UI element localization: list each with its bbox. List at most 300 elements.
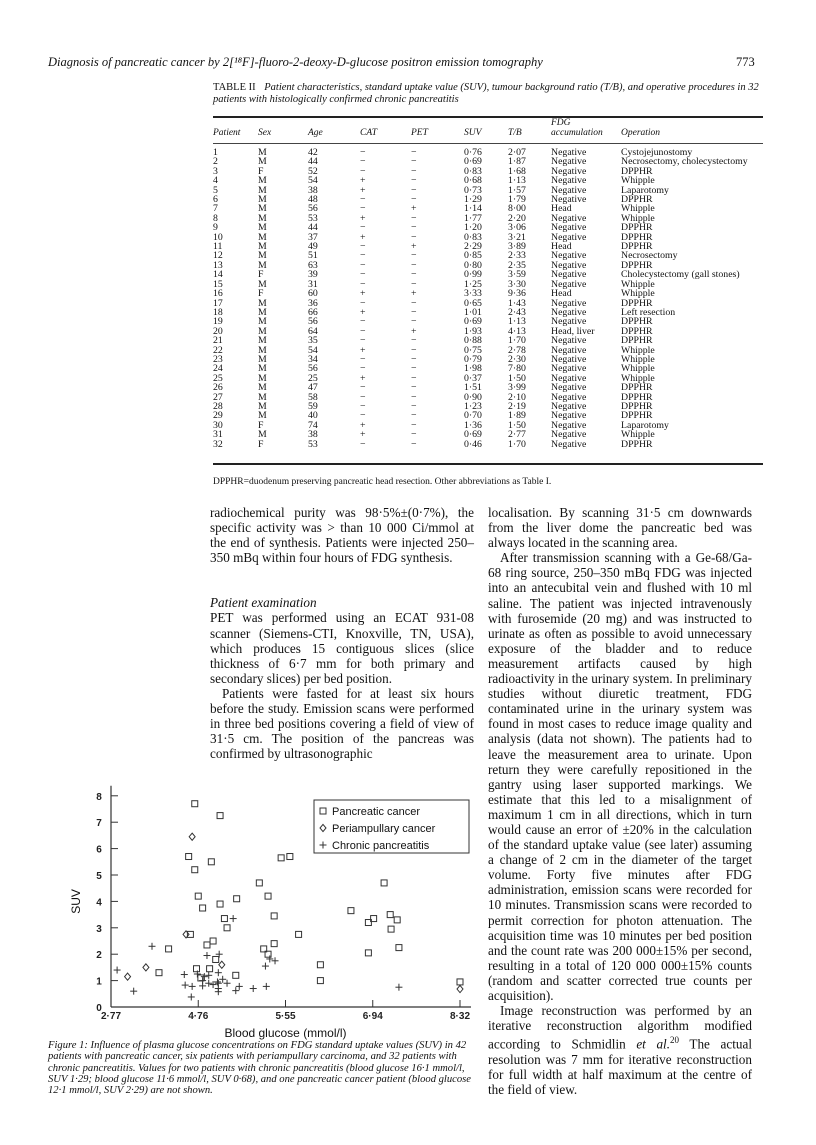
table-cell: − bbox=[411, 344, 417, 356]
paragraph bbox=[488, 1003, 752, 1097]
table-cell: − bbox=[360, 391, 366, 403]
table-cell: − bbox=[411, 353, 417, 365]
table-cell: M bbox=[258, 250, 267, 262]
table-cell: Negative bbox=[551, 250, 587, 262]
table-cell: 0·85 bbox=[464, 250, 482, 262]
table-cell: − bbox=[360, 147, 366, 158]
table-cell: 38 bbox=[308, 184, 318, 196]
table-row bbox=[213, 336, 763, 345]
table-cell: DPPHR bbox=[621, 391, 653, 403]
text-run: The actual resolution was 7 mm for iterative reconstruction for full width at half maximum at the centre of the field of view. bbox=[488, 1036, 753, 1097]
table-cell: 1·70 bbox=[508, 438, 526, 450]
table-cell: M bbox=[258, 429, 267, 441]
table-cell: 9·36 bbox=[508, 288, 526, 300]
table-cell: − bbox=[411, 259, 417, 271]
table-cell: − bbox=[411, 297, 417, 309]
table-cell: 8·00 bbox=[508, 203, 526, 215]
y-tick-label: 6 bbox=[96, 844, 102, 856]
table-cell: Necrosectomy, cholecystectomy bbox=[621, 156, 748, 168]
table-cell: − bbox=[360, 203, 366, 215]
table-cell: Cholecystectomy (gall stones) bbox=[621, 269, 740, 281]
table-cell: F bbox=[258, 165, 264, 177]
table-row bbox=[213, 317, 763, 326]
table-cell: 2·35 bbox=[508, 259, 526, 271]
table-cell: 7·80 bbox=[508, 363, 526, 375]
table-cell: 3·21 bbox=[508, 231, 526, 243]
pancreatic-cancer-point bbox=[271, 941, 277, 947]
x-tick-label: 4·76 bbox=[188, 1011, 209, 1022]
table-cell: Negative bbox=[551, 297, 587, 309]
table-cell: 56 bbox=[308, 316, 318, 328]
table-cell: 1·68 bbox=[508, 165, 526, 177]
table-cell: Negative bbox=[551, 382, 587, 394]
table-cell: + bbox=[360, 184, 366, 196]
table-cell: + bbox=[360, 429, 366, 441]
table-cell: − bbox=[411, 222, 417, 234]
table-cell: 3·59 bbox=[508, 269, 526, 281]
table-cell: 54 bbox=[308, 175, 318, 187]
table-cell: 3·06 bbox=[508, 222, 526, 234]
table-cell: + bbox=[411, 288, 417, 300]
table-cell: Negative bbox=[551, 259, 587, 271]
table-cell: 9 bbox=[213, 222, 218, 234]
chart-plot-area bbox=[69, 786, 471, 1040]
table-row bbox=[213, 204, 763, 213]
table-cell: 60 bbox=[308, 288, 318, 300]
table-cell: Left resection bbox=[621, 306, 676, 318]
table-cell: DPPHR bbox=[621, 316, 653, 328]
table-row bbox=[213, 280, 763, 289]
table-cell: 1·51 bbox=[464, 382, 482, 394]
table-cell: Negative bbox=[551, 306, 587, 318]
table-cell: − bbox=[360, 400, 366, 412]
table-row bbox=[213, 374, 763, 383]
table-cell: M bbox=[258, 391, 267, 403]
table-cell: 56 bbox=[308, 203, 318, 215]
text-run: Image reconstruction was performed by an iterative reconstruction algorithm modified according to Schmidlin bbox=[488, 1003, 752, 1052]
table-cell: − bbox=[360, 165, 366, 177]
table-cell: − bbox=[411, 335, 417, 347]
table-row bbox=[213, 270, 763, 279]
table-cell: Laparotomy bbox=[621, 419, 669, 431]
table-row bbox=[213, 157, 763, 166]
table-cell: M bbox=[258, 175, 267, 187]
table-cell: 2·29 bbox=[464, 241, 482, 253]
table-row bbox=[213, 421, 763, 430]
pancreatic-cancer-point bbox=[224, 925, 230, 931]
page-number: 773 bbox=[736, 55, 755, 69]
table-cell: 31 bbox=[213, 429, 223, 441]
table-cell: 11 bbox=[213, 241, 223, 253]
table-cell: M bbox=[258, 335, 267, 347]
col-cat: CAT bbox=[360, 128, 378, 138]
table-cell: + bbox=[411, 325, 417, 337]
body-right-column bbox=[488, 505, 752, 1097]
table-cell: Negative bbox=[551, 165, 587, 177]
col-age: Age bbox=[308, 128, 323, 138]
table-cell: 1·01 bbox=[464, 306, 482, 318]
table-cell: M bbox=[258, 325, 267, 337]
table-row bbox=[213, 393, 763, 402]
table-cell: Negative bbox=[551, 410, 587, 422]
table-cell: 26 bbox=[213, 382, 223, 394]
table-cell: 1·14 bbox=[464, 203, 482, 215]
pancreatic-cancer-point bbox=[221, 916, 227, 922]
y-tick-label: 7 bbox=[96, 818, 102, 830]
table-cell: M bbox=[258, 344, 267, 356]
table-label: TABLE II bbox=[213, 82, 256, 93]
table-cell: 35 bbox=[308, 335, 318, 347]
table-cell: 2·33 bbox=[508, 250, 526, 262]
table-cell: M bbox=[258, 259, 267, 271]
table-cell: Negative bbox=[551, 194, 587, 206]
table-cell: Negative bbox=[551, 372, 587, 384]
pancreatic-cancer-point bbox=[457, 979, 463, 985]
table-cell: − bbox=[411, 165, 417, 177]
table-cell: 28 bbox=[213, 400, 223, 412]
table-cell: 0·46 bbox=[464, 438, 482, 450]
table-cell: DPPHR bbox=[621, 325, 653, 337]
table-cell: + bbox=[360, 372, 366, 384]
table-cell: 0·90 bbox=[464, 391, 482, 403]
table-cell: M bbox=[258, 156, 267, 168]
table-cell: 0·99 bbox=[464, 269, 482, 281]
table-cell: − bbox=[411, 391, 417, 403]
table-cell: − bbox=[411, 156, 417, 168]
table-cell: 31 bbox=[308, 278, 318, 290]
pancreatic-cancer-point bbox=[192, 867, 198, 873]
table-cell: 22 bbox=[213, 344, 223, 356]
table-cell: Negative bbox=[551, 147, 587, 158]
table-cell: DPPHR bbox=[621, 222, 653, 234]
pancreatic-cancer-point bbox=[394, 917, 400, 923]
table-cell: − bbox=[360, 363, 366, 375]
table-cell: Whipple bbox=[621, 175, 655, 187]
table-cell: 63 bbox=[308, 259, 318, 271]
pancreatic-cancer-point bbox=[317, 978, 323, 984]
table-cell: − bbox=[411, 175, 417, 187]
table-cell: DPPHR bbox=[621, 165, 653, 177]
table-cell: 0·73 bbox=[464, 184, 482, 196]
table-cell: DPPHR bbox=[621, 231, 653, 243]
table-cell: − bbox=[360, 353, 366, 365]
table-cell: − bbox=[411, 410, 417, 422]
pancreatic-cancer-point bbox=[271, 913, 277, 919]
table-cell: − bbox=[360, 278, 366, 290]
table-cell: 0·75 bbox=[464, 344, 482, 356]
table-cell: 2·78 bbox=[508, 344, 526, 356]
table-cell: M bbox=[258, 184, 267, 196]
table-cell: + bbox=[360, 344, 366, 356]
table-cell: 27 bbox=[213, 391, 223, 403]
table-cell: 3·30 bbox=[508, 278, 526, 290]
table-cell: + bbox=[360, 288, 366, 300]
table-cell: 1·36 bbox=[464, 419, 482, 431]
table-cell: Whipple bbox=[621, 429, 655, 441]
table-cell: M bbox=[258, 203, 267, 215]
table-cell: − bbox=[411, 372, 417, 384]
table-cell: − bbox=[360, 325, 366, 337]
table-cell: 8 bbox=[213, 212, 218, 224]
pancreatic-cancer-point bbox=[217, 813, 223, 819]
table-footnote: DPPHR=duodenum preserving pancreatic head resection. Other abbreviations as Table I. bbox=[213, 477, 552, 487]
reference-number: 20 bbox=[670, 1035, 680, 1046]
table-cell: M bbox=[258, 231, 267, 243]
table-cell: − bbox=[360, 382, 366, 394]
table-cell: Negative bbox=[551, 222, 587, 234]
table-cell: Negative bbox=[551, 269, 587, 281]
table-cell: + bbox=[411, 241, 417, 253]
table-cell: Negative bbox=[551, 175, 587, 187]
paragraph: radiochemical purity was 98·5%±(0·7%), the specific activity was > than 10 000 Ci/mmol at the end of synthesis. Patients were injected 250–350 mBq within four hours of FDG synthesis. bbox=[210, 505, 474, 566]
table-cell: 2·07 bbox=[508, 147, 526, 158]
table-cell: 37 bbox=[308, 231, 318, 243]
table-cell: 18 bbox=[213, 306, 223, 318]
table-cell: 3·33 bbox=[464, 288, 482, 300]
table-row bbox=[213, 186, 763, 195]
table-cell: M bbox=[258, 194, 267, 206]
table-cell: 52 bbox=[308, 165, 318, 177]
table-cell: M bbox=[258, 297, 267, 309]
table-cell: M bbox=[258, 363, 267, 375]
table-cell: 4·13 bbox=[508, 325, 526, 337]
paragraph: localisation. By scanning 31·5 cm downwards from the liver dome the pancreatic bed was always located in the scanning area. bbox=[488, 505, 752, 551]
table-cell: − bbox=[411, 419, 417, 431]
table-cell: Negative bbox=[551, 278, 587, 290]
table-cell: Negative bbox=[551, 400, 587, 412]
table-cell: 13 bbox=[213, 259, 223, 271]
table-cell: 30 bbox=[213, 419, 223, 431]
table-cell: 44 bbox=[308, 222, 318, 234]
table-cell: 1·50 bbox=[508, 372, 526, 384]
pancreatic-cancer-point bbox=[234, 896, 240, 902]
table-cell: 0·37 bbox=[464, 372, 482, 384]
table-cell: − bbox=[411, 363, 417, 375]
table-cell: 1·13 bbox=[508, 316, 526, 328]
table-cell: + bbox=[360, 212, 366, 224]
x-tick-label: 2·77 bbox=[100, 1011, 122, 1022]
table-cell: 25 bbox=[213, 372, 223, 384]
col-suv: SUV bbox=[464, 128, 482, 138]
table-row bbox=[213, 411, 763, 420]
pancreatic-cancer-point bbox=[365, 950, 371, 956]
y-tick-label: 8 bbox=[96, 791, 102, 803]
table-cell: M bbox=[258, 353, 267, 365]
table-cell: Whipple bbox=[621, 212, 655, 224]
table-cell: 51 bbox=[308, 250, 318, 262]
table-cell: F bbox=[258, 269, 264, 281]
table-cell: M bbox=[258, 306, 267, 318]
table-row bbox=[213, 383, 763, 392]
table-cell: − bbox=[360, 316, 366, 328]
table-cell: 1·29 bbox=[464, 194, 482, 206]
table-bottom-rule bbox=[213, 463, 763, 465]
table-cell: Negative bbox=[551, 391, 587, 403]
paragraph: After transmission scanning with a Ge-68/Ga-68 ring source, 250–350 mBq FDG was injected into an antecubital vein and flushed with 10 ml saline. The patient was injected intravenously with furosemide (20 mg) and was instructed to urinate as often as possible to avoid unnecessary exposure of the bladder and to reduce measurement artifacts caused by high radioactivity in the urinary system. In preliminary studies without diuretic treatment, FDG contaminated urine in the urinary system was found in most cases to reduce image quality and analysis (data not shown). The patients had to leave the measurement area to urinate. Upon return they were carefully repositioned in the gantry using laser supported markings. We estimate that this led to a misalignment of maximum 1 cm in all directions, which in turn would cause an error of ±20% in the calculation of the standard uptake value (see later) assuming a change of 2 cm in the diameter of the target volume. Forty five minutes after FDG administration, emission scans were recorded for 10 minutes. Transmission scans were recorded to permit correction for photon attenuation. The acquisition time was 10 minutes per bed position and the count rate was 200 000±15% per second, resulting in a total of 120 000 000±15% counts (random and scatter corrected true counts per acquisition). bbox=[488, 550, 752, 1003]
table-body bbox=[213, 148, 763, 449]
table-cell: DPPHR bbox=[621, 438, 653, 450]
table-cell: 40 bbox=[308, 410, 318, 422]
table-cell: 2 bbox=[213, 156, 218, 168]
figure-caption: Figure 1: Influence of plasma glucose concentrations on FDG standard uptake values (SUV) in 42 patients with pancreatic cancer, six patients with periampullary carcinoma, and 32 patients with chronic pancreatitis. Values for two patients with chronic pancreatitis (blood glucose 16·1 mmol/l, SUV 1·29; blood glucose 11·6 mmol/l, SUV 0·68), and one pancreatic cancer patient (blood glucose 12·1 mmol/l, SUV 2·29) are not shown. bbox=[48, 1040, 471, 1097]
table-cell: Head bbox=[551, 241, 572, 253]
table-cell: 64 bbox=[308, 325, 318, 337]
col-patient: Patient bbox=[213, 128, 241, 138]
table-cell: 23 bbox=[213, 353, 223, 365]
table-cell: − bbox=[411, 212, 417, 224]
pancreatic-cancer-point bbox=[186, 854, 192, 860]
table-cell: Negative bbox=[551, 156, 587, 168]
table-cell: − bbox=[360, 194, 366, 206]
pancreatic-cancer-point bbox=[287, 854, 293, 860]
table-cell: DPPHR bbox=[621, 297, 653, 309]
table-row bbox=[213, 355, 763, 364]
table-cell: 56 bbox=[308, 363, 318, 375]
table-cell: DPPHR bbox=[621, 400, 653, 412]
table-caption-text: Patient characteristics, standard uptake value (SUV), tumour background ratio (T/B), and operative procedures in 32 patients with histologically confirmed chronic pancreatitis bbox=[213, 82, 759, 105]
table-row bbox=[213, 308, 763, 317]
col-operation: Operation bbox=[621, 128, 661, 138]
table-cell: − bbox=[411, 278, 417, 290]
col-pet: PET bbox=[411, 128, 428, 138]
table-caption bbox=[213, 82, 763, 106]
table-cell: 14 bbox=[213, 269, 223, 281]
table-cell: Laparotomy bbox=[621, 184, 669, 196]
table-cell: − bbox=[360, 269, 366, 281]
table-cell: + bbox=[360, 175, 366, 187]
pancreatic-cancer-point bbox=[194, 966, 200, 972]
table-cell: 1·87 bbox=[508, 156, 526, 168]
paragraph: Patients were fasted for at least six hours before the study. Emission scans were performed in three bed positions covering a field of view of 31·5 cm. The position of the pancreas was confirmed by ultrasonographic bbox=[210, 685, 474, 762]
table-cell: 1 bbox=[213, 147, 218, 158]
table-cell: 0·80 bbox=[464, 259, 482, 271]
table-cell: − bbox=[411, 269, 417, 281]
periampullary-cancer-point bbox=[143, 964, 149, 971]
table-cell: − bbox=[411, 194, 417, 206]
table-cell: 7 bbox=[213, 203, 218, 215]
table-cell: Negative bbox=[551, 344, 587, 356]
y-tick-label: 5 bbox=[96, 871, 102, 882]
scatter-chart bbox=[62, 780, 482, 1040]
table-cell: 1·20 bbox=[464, 222, 482, 234]
legend-label: Pancreatic cancer bbox=[332, 806, 421, 818]
table-cell: 1·23 bbox=[464, 400, 482, 412]
table-cell: 49 bbox=[308, 241, 318, 253]
table-cell: Whipple bbox=[621, 278, 655, 290]
periampullary-cancer-point bbox=[219, 961, 225, 968]
table-cell: 17 bbox=[213, 297, 223, 309]
table-cell: Negative bbox=[551, 438, 587, 450]
table-cell: 2·43 bbox=[508, 306, 526, 318]
periampullary-cancer-point bbox=[457, 985, 463, 992]
table-cell: − bbox=[360, 222, 366, 234]
table-cell: 0·65 bbox=[464, 297, 482, 309]
table-cell: − bbox=[411, 250, 417, 262]
table-cell: M bbox=[258, 316, 267, 328]
table-cell: Whipple bbox=[621, 288, 655, 300]
table-cell: M bbox=[258, 147, 267, 158]
table-cell: − bbox=[360, 410, 366, 422]
table-cell: − bbox=[411, 316, 417, 328]
table-cell: 1·57 bbox=[508, 184, 526, 196]
pancreatic-cancer-point bbox=[296, 931, 302, 937]
y-tick-label: 4 bbox=[96, 897, 102, 909]
table-cell: − bbox=[411, 438, 417, 450]
table-cell: − bbox=[411, 147, 417, 158]
pancreatic-cancer-point bbox=[204, 942, 210, 948]
table-row bbox=[213, 167, 763, 176]
table-cell: Negative bbox=[551, 363, 587, 375]
table-row bbox=[213, 346, 763, 355]
pancreatic-cancer-point bbox=[166, 946, 172, 952]
table-row bbox=[213, 195, 763, 204]
table-cell: 39 bbox=[308, 269, 318, 281]
table-row bbox=[213, 402, 763, 411]
text-run: et al. bbox=[636, 1036, 671, 1052]
col-sex: Sex bbox=[258, 128, 272, 138]
table-cell: 2·20 bbox=[508, 212, 526, 224]
table-cell: F bbox=[258, 288, 264, 300]
table-cell: 0·68 bbox=[464, 175, 482, 187]
pancreatic-cancer-point bbox=[200, 905, 206, 911]
table-cell: 3 bbox=[213, 165, 218, 177]
table-cell: − bbox=[411, 184, 417, 196]
table-cell: 2·30 bbox=[508, 353, 526, 365]
table-cell: 58 bbox=[308, 391, 318, 403]
table-cell: 0·79 bbox=[464, 353, 482, 365]
table-cell: 25 bbox=[308, 372, 318, 384]
pancreatic-cancer-point bbox=[317, 962, 323, 968]
table-cell: 15 bbox=[213, 278, 223, 290]
table-cell: M bbox=[258, 382, 267, 394]
table-cell: 16 bbox=[213, 288, 223, 300]
x-axis-label: Blood glucose (mmol/l) bbox=[224, 1026, 347, 1040]
pancreatic-cancer-point bbox=[278, 855, 284, 861]
table-cell: Negative bbox=[551, 231, 587, 243]
table-cell: − bbox=[411, 400, 417, 412]
pancreatic-cancer-point bbox=[233, 972, 239, 978]
y-tick-label: 0 bbox=[96, 1003, 102, 1014]
pancreatic-cancer-point bbox=[207, 966, 213, 972]
table-cell: 0·69 bbox=[464, 156, 482, 168]
table-cell: 32 bbox=[213, 438, 223, 450]
y-tick-label: 2 bbox=[96, 950, 102, 962]
table-cell: − bbox=[360, 335, 366, 347]
y-tick-label: 3 bbox=[96, 923, 102, 935]
table-cell: 21 bbox=[213, 335, 223, 347]
table-cell: F bbox=[258, 419, 264, 431]
table-cell: 1·93 bbox=[464, 325, 482, 337]
table-cell: 29 bbox=[213, 410, 223, 422]
y-tick-label: 1 bbox=[96, 976, 102, 988]
table-cell: + bbox=[360, 419, 366, 431]
table-row bbox=[213, 430, 763, 439]
table-cell: 0·83 bbox=[464, 165, 482, 177]
table-cell: 54 bbox=[308, 344, 318, 356]
table-cell: 0·76 bbox=[464, 147, 482, 158]
table-row bbox=[213, 289, 763, 298]
table-cell: Negative bbox=[551, 429, 587, 441]
table-row bbox=[213, 176, 763, 185]
table-cell: M bbox=[258, 222, 267, 234]
table-cell: 4 bbox=[213, 175, 218, 187]
table-cell: 12 bbox=[213, 250, 223, 262]
col-fdg-accumulation: FDG accumulation bbox=[551, 118, 603, 138]
table-cell: 53 bbox=[308, 438, 318, 450]
table-cell: − bbox=[360, 297, 366, 309]
table-row bbox=[213, 233, 763, 242]
table-row bbox=[213, 364, 763, 373]
